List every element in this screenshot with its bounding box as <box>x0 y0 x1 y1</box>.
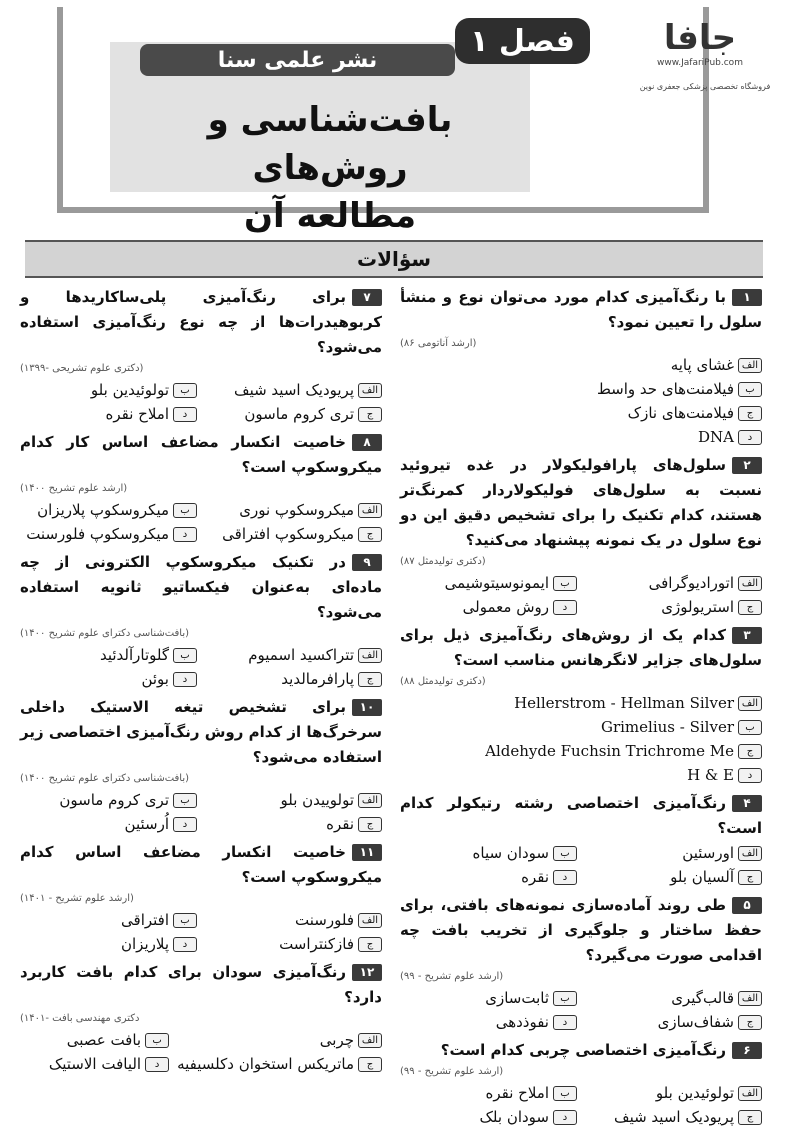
option-text: Aldehyde Fuchsin Trichrome Me <box>485 742 734 760</box>
option-text: تولوییدن بلو <box>280 791 354 809</box>
option-key: ب <box>553 846 577 861</box>
answer-option[interactable] <box>400 691 762 715</box>
question-item <box>400 285 762 449</box>
option-text: تولوئیدین بلو <box>90 381 169 399</box>
option-text: میکروسکوپ پلاریزان <box>37 501 169 519</box>
answer-option[interactable] <box>400 715 762 739</box>
option-key: ج <box>738 600 762 615</box>
option-text: املاح نقره <box>105 405 169 423</box>
logo-subtitle: فروشگاه تخصصی پزشکی جعفری نوین <box>639 82 771 91</box>
answer-option[interactable] <box>205 378 382 402</box>
answer-option[interactable] <box>20 402 197 426</box>
question-number: ۱۱ <box>352 844 382 861</box>
option-key: الف <box>358 648 382 663</box>
answer-option[interactable] <box>20 812 197 836</box>
option-text: تولوئیدین بلو <box>655 1084 734 1102</box>
option-key: ج <box>358 817 382 832</box>
answer-option[interactable] <box>400 571 577 595</box>
option-key: ب <box>173 648 197 663</box>
answer-option[interactable] <box>205 908 382 932</box>
question-number: ۳ <box>732 627 762 644</box>
option-text: اورسئین <box>682 844 734 862</box>
option-text: سودان بلک <box>479 1108 549 1126</box>
option-key: الف <box>358 913 382 928</box>
option-text: گلوتارآلدئید <box>99 646 169 664</box>
option-key: ب <box>173 383 197 398</box>
answer-options <box>400 841 762 889</box>
option-key: ب <box>738 382 762 397</box>
option-text: استریولوژی <box>661 598 734 616</box>
option-key: د <box>553 870 577 885</box>
publisher-banner: نشر علمی سنا <box>140 44 455 76</box>
option-key: ج <box>738 744 762 759</box>
option-text: پلاریزان <box>120 935 169 953</box>
question-text <box>400 285 762 335</box>
question-number: ۱۲ <box>352 964 382 981</box>
option-key: الف <box>358 503 382 518</box>
answer-option[interactable] <box>400 841 577 865</box>
answer-option[interactable] <box>20 932 197 956</box>
option-text: بوئن <box>141 670 169 688</box>
answer-option[interactable] <box>400 739 762 763</box>
question-number: ۴ <box>732 795 762 812</box>
answer-option[interactable] <box>20 908 197 932</box>
answer-option[interactable] <box>20 788 197 812</box>
question-source: دکتری مهندسی بافت -۱۴۰۱) <box>20 1013 140 1024</box>
option-key: د <box>553 1110 577 1125</box>
question-text <box>400 453 762 553</box>
option-text: فلورسنت <box>295 911 354 929</box>
question-source: (دکتری تولیدمثل ۸۷) <box>400 556 486 567</box>
option-text: فازکنتراست <box>279 935 354 953</box>
questions-column-right <box>400 285 762 1133</box>
question-item <box>400 623 762 787</box>
question-item <box>20 695 382 836</box>
question-source: (دکتری تولیدمثل ۸۸) <box>400 676 486 687</box>
option-key: الف <box>738 696 762 711</box>
option-key: الف <box>738 358 762 373</box>
option-text: پریودیک اسید شیف <box>234 381 354 399</box>
answer-option[interactable] <box>205 788 382 812</box>
answer-options <box>20 378 382 426</box>
option-text: فیلامنت‌های نازک <box>627 404 734 422</box>
option-text: میکروسکوپ افتراقی <box>222 525 354 543</box>
option-text: آلسیان بلو <box>670 868 734 886</box>
question-text <box>20 430 382 480</box>
title-line-1: بافت‌شناسی و روش‌های <box>207 100 453 188</box>
answer-option[interactable] <box>205 643 382 667</box>
option-text: نقره <box>521 868 549 886</box>
option-key: د <box>738 430 762 445</box>
question-item <box>400 453 762 619</box>
option-key: د <box>145 1057 169 1072</box>
answer-option[interactable] <box>585 841 762 865</box>
answer-option[interactable] <box>585 595 762 619</box>
option-key: د <box>173 672 197 687</box>
question-item <box>20 550 382 691</box>
option-key: الف <box>358 383 382 398</box>
option-text: قالب‌گیری <box>671 989 734 1007</box>
answer-options <box>20 498 382 546</box>
option-key: ب <box>738 720 762 735</box>
option-text: ایمونوسیتوشیمی <box>444 574 549 592</box>
option-key: د <box>738 768 762 783</box>
option-text: تتراکسید اسمیوم <box>248 646 354 664</box>
option-text: میکروسکوپ فلورسنت <box>26 525 169 543</box>
answer-option[interactable] <box>400 353 762 377</box>
question-number: ۷ <box>352 289 382 306</box>
answer-option[interactable] <box>177 1028 382 1052</box>
answer-option[interactable] <box>585 986 762 1010</box>
question-stem: طی روند آماده‌سازی نمونه‌های بافتی، برای حفظ ساختار و جلوگیری از تخریب بافت چه اقدامی صورت می‌گیرد؟ <box>400 896 762 964</box>
question-text <box>20 550 382 625</box>
answer-option[interactable] <box>400 1010 577 1034</box>
option-key: ج <box>738 1015 762 1030</box>
option-text: نقره <box>326 815 354 833</box>
option-key: الف <box>358 793 382 808</box>
question-source: (ارشد علوم تشریح - ۱۴۰۱) <box>20 893 134 904</box>
questions-column-left <box>20 285 382 1080</box>
question-stem: با رنگ‌آمیزی کدام مورد می‌توان نوع و منشأ سلول را تعیین نمود؟ <box>400 288 762 331</box>
title-line-2: مطالعه آن <box>243 196 417 236</box>
question-number: ۶ <box>732 1042 762 1059</box>
answer-option[interactable] <box>20 1028 169 1052</box>
option-key: ج <box>358 527 382 542</box>
option-text: H & E <box>687 766 734 784</box>
option-key: ج <box>738 406 762 421</box>
option-key: الف <box>738 991 762 1006</box>
answer-options <box>400 571 762 619</box>
option-key: ب <box>553 1086 577 1101</box>
option-text: بافت عصبی <box>66 1031 142 1049</box>
option-text: Grimelius - Silver <box>600 718 734 736</box>
answer-options <box>400 691 762 787</box>
answer-option[interactable] <box>20 667 197 691</box>
option-text: روش معمولی <box>462 598 549 616</box>
question-number: ۸ <box>352 434 382 451</box>
question-item <box>400 893 762 1034</box>
option-text: اُرسئین <box>124 815 169 833</box>
answer-options <box>20 643 382 691</box>
option-key: د <box>173 527 197 542</box>
option-key: الف <box>738 1086 762 1101</box>
option-text: پریودیک اسید شیف <box>614 1108 734 1126</box>
question-item <box>400 1038 762 1129</box>
answer-option[interactable] <box>585 1105 762 1129</box>
publisher-logo <box>650 18 750 88</box>
question-source: (ارشد علوم تشریح - ۹۹) <box>400 971 504 982</box>
question-stem: سلول‌های پارافولیکولار در غده تیروئید نسبت به سلول‌های فولیکولاردار کمرنگ‌تر هستند، کدام تکنیک را برای تشخیص دقیق این دو نوع سلول در یک نمونه پیشنهاد می‌کنید؟ <box>400 456 762 549</box>
answer-options <box>400 1081 762 1129</box>
section-header: سؤالات <box>25 240 763 278</box>
option-text: شفاف‌سازی <box>657 1013 734 1031</box>
answer-option[interactable] <box>205 932 382 956</box>
answer-option[interactable] <box>585 571 762 595</box>
option-key: الف <box>738 846 762 861</box>
answer-option[interactable] <box>400 865 577 889</box>
question-number: ۲ <box>732 457 762 474</box>
option-text: چربی <box>319 1031 354 1049</box>
option-text: تری کروم ماسون <box>59 791 169 809</box>
option-key: د <box>173 817 197 832</box>
option-key: ج <box>738 870 762 885</box>
option-text: افتراقی <box>121 911 169 929</box>
logo-url: www.JafariPub.com <box>657 58 743 68</box>
option-text: املاح نقره <box>485 1084 549 1102</box>
question-text <box>400 791 762 841</box>
option-text: فیلامنت‌های حد واسط <box>596 380 734 398</box>
option-key: ج <box>358 1057 382 1072</box>
question-stem: برای تشخیص تیغه الاستیک داخلی سرخرگ‌ها از کدام روش رنگ‌آمیزی اختصاصی زیر استفاده می‌شود؟ <box>20 698 382 766</box>
question-text <box>20 960 382 1010</box>
option-text: Hellerstrom - Hellman Silver <box>514 694 734 712</box>
answer-option[interactable] <box>177 1052 382 1076</box>
answer-option[interactable] <box>585 865 762 889</box>
option-key: د <box>173 407 197 422</box>
answer-options <box>400 986 762 1034</box>
question-source: (ارشد علوم تشریح - ۹۹) <box>400 1066 504 1077</box>
option-key: ب <box>173 503 197 518</box>
answer-option[interactable] <box>205 522 382 546</box>
question-source: (دکتری علوم تشریحی -۱۳۹۹) <box>20 363 144 374</box>
question-stem: برای رنگ‌آمیزی پلی‌ساکاریدها و کربوهیدرات‌ها از چه نوع رنگ‌آمیزی استفاده می‌شود؟ <box>20 288 382 356</box>
answer-options <box>20 788 382 836</box>
answer-option[interactable] <box>400 1081 577 1105</box>
option-text: DNA <box>698 428 734 446</box>
question-stem: خاصیت انکسار مضاعف اساس کدام میکروسکوپ است؟ <box>20 843 382 886</box>
option-text: غشای پایه <box>670 356 734 374</box>
option-text: ماتریکس استخوان دکلسیفیه <box>177 1055 354 1073</box>
question-source: (ارشد علوم تشریح ۱۴۰۰) <box>20 483 128 494</box>
option-key: ج <box>358 937 382 952</box>
chapter-badge: فصل ۱ <box>455 18 590 64</box>
option-text: میکروسکوپ نوری <box>239 501 354 519</box>
question-text <box>400 1038 762 1063</box>
option-key: د <box>173 937 197 952</box>
answer-option[interactable] <box>20 643 197 667</box>
option-text: اتورادیوگرافی <box>648 574 734 592</box>
option-key: ب <box>553 991 577 1006</box>
question-stem: رنگ‌آمیزی سودان برای کدام بافت کاربرد دارد؟ <box>20 963 382 1006</box>
answer-option[interactable] <box>400 377 762 401</box>
option-text: تری کروم ماسون <box>244 405 354 423</box>
question-number: ۱ <box>732 289 762 306</box>
option-text: سودان سیاه <box>472 844 549 862</box>
question-text <box>20 840 382 890</box>
question-number: ۱۰ <box>352 699 382 716</box>
option-text: الیافت الاستیک <box>48 1055 142 1073</box>
option-text: پارافرمالدید <box>281 670 354 688</box>
answer-options <box>400 353 762 449</box>
answer-option[interactable] <box>400 1105 577 1129</box>
option-key: ج <box>358 672 382 687</box>
question-source: (ارشد آناتومی ۸۶) <box>400 338 477 349</box>
option-key: د <box>553 1015 577 1030</box>
question-item <box>400 791 762 889</box>
answer-option[interactable] <box>20 498 197 522</box>
answer-option[interactable] <box>205 812 382 836</box>
answer-options <box>20 908 382 956</box>
option-key: ب <box>173 793 197 808</box>
question-stem: رنگ‌آمیزی اختصاصی رشته رتیکولر کدام است؟ <box>400 794 762 837</box>
question-text <box>20 695 382 770</box>
question-text <box>20 285 382 360</box>
question-stem: خاصیت انکسار مضاعف اساس کار کدام میکروسکوپ است؟ <box>20 433 382 476</box>
option-key: ب <box>173 913 197 928</box>
answer-option[interactable] <box>205 667 382 691</box>
question-text <box>400 893 762 968</box>
logo-mark: جافا <box>663 18 737 58</box>
question-number: ۹ <box>352 554 382 571</box>
question-stem: کدام یک از روش‌های رنگ‌آمیزی ذیل برای سلول‌های جزایر لانگرهانس مناسب است؟ <box>400 626 762 669</box>
option-key: ب <box>553 576 577 591</box>
answer-option[interactable] <box>20 1052 169 1076</box>
question-item <box>20 430 382 546</box>
question-source: (بافت‌شناسی دکترای علوم تشریح ۱۴۰۰) <box>20 628 190 639</box>
answer-option[interactable] <box>205 402 382 426</box>
option-key: د <box>553 600 577 615</box>
answer-option[interactable] <box>20 522 197 546</box>
answer-option[interactable] <box>400 425 762 449</box>
answer-option[interactable] <box>400 763 762 787</box>
option-text: نفوذدهی <box>495 1013 549 1031</box>
answer-option[interactable] <box>585 1081 762 1105</box>
option-key: ب <box>145 1033 169 1048</box>
option-key: الف <box>358 1033 382 1048</box>
option-text: ثابت‌سازی <box>485 989 549 1007</box>
answer-options <box>20 1028 382 1076</box>
question-item <box>20 285 382 426</box>
question-source: (بافت‌شناسی دکترای علوم تشریح ۱۴۰۰) <box>20 773 190 784</box>
question-item <box>20 840 382 956</box>
answer-option[interactable] <box>400 595 577 619</box>
question-stem: رنگ‌آمیزی اختصاصی چربی کدام است؟ <box>440 1041 726 1059</box>
answer-option[interactable] <box>400 401 762 425</box>
option-key: الف <box>738 576 762 591</box>
question-item <box>20 960 382 1076</box>
answer-option[interactable] <box>205 498 382 522</box>
question-stem: در تکنیک میکروسکوپ الکترونی از چه ماده‌ای به‌عنوان فیکساتیو ثانویه استفاده می‌شود؟ <box>20 553 382 621</box>
question-text <box>400 623 762 673</box>
page-title <box>160 96 500 240</box>
answer-option[interactable] <box>400 986 577 1010</box>
answer-option[interactable] <box>20 378 197 402</box>
option-key: ج <box>358 407 382 422</box>
option-key: ج <box>738 1110 762 1125</box>
answer-option[interactable] <box>585 1010 762 1034</box>
question-number: ۵ <box>732 897 762 914</box>
